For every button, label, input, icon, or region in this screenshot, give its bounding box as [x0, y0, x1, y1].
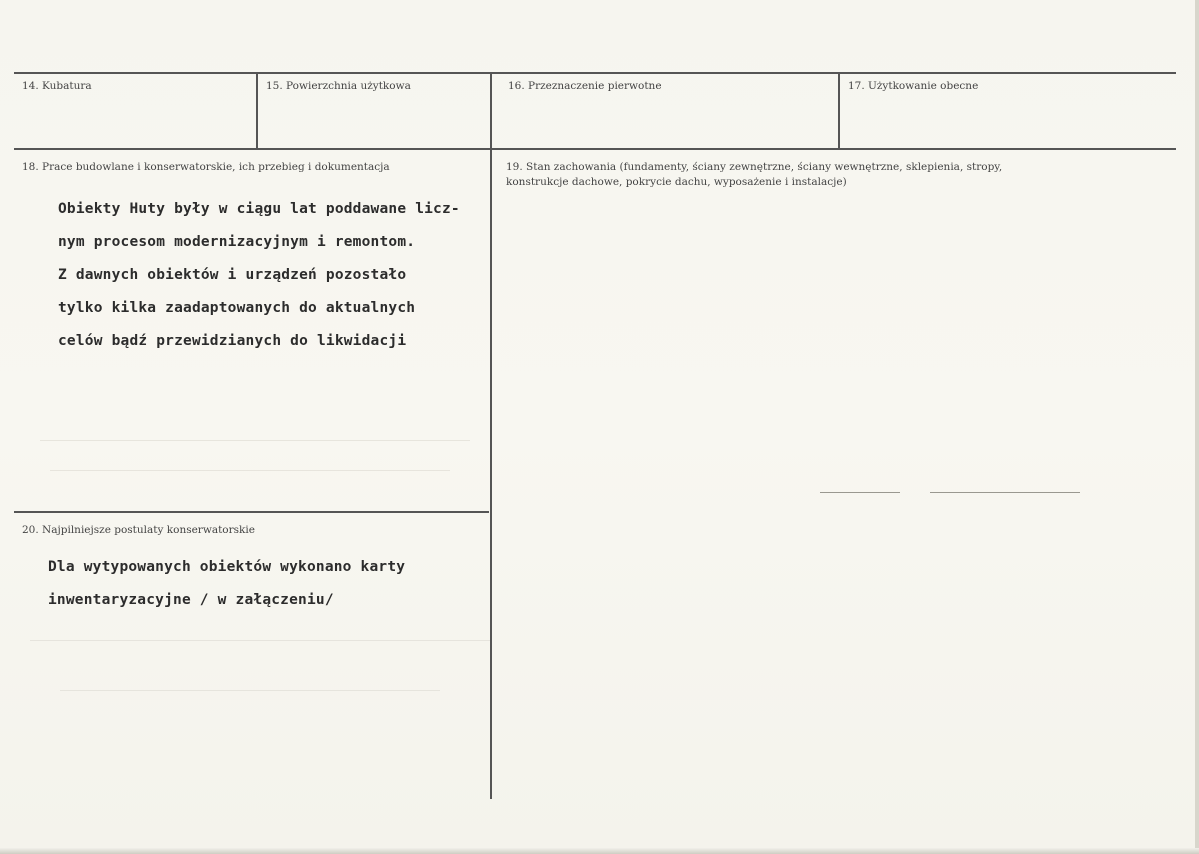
field-label-uzytkowanie: 17. Użytkowanie obecne — [848, 80, 979, 92]
column-divider — [490, 72, 492, 799]
section-rule — [14, 511, 489, 513]
field-label-prace-budowlane: 18. Prace budowlane i konserwatorskie, ich przebieg i dokumentacja — [22, 161, 390, 173]
show-through — [60, 690, 440, 691]
typed-text-prace-budowlane — [58, 193, 460, 358]
show-through — [30, 640, 490, 641]
field-label-stan-zachowania: 19. Stan zachowania (fundamenty, ściany zewnętrzne, ściany wewnętrzne, sklepienia, stropy, — [506, 161, 1003, 173]
paper-edge — [1195, 0, 1199, 854]
typed-line: tylko kilka zaadaptowanych do aktualnych — [58, 300, 416, 316]
field-label-kubatura: 14. Kubatura — [22, 80, 92, 92]
scan-mark — [820, 492, 900, 493]
scan-mark — [930, 492, 1080, 493]
field-label-stan-zachowania-cont: konstrukcje dachowe, pokrycie dachu, wyposażenie i instalacje) — [506, 176, 847, 188]
row-rule — [14, 148, 1176, 150]
typed-line: Obiekty Huty były w ciągu lat poddawane licz- — [58, 201, 460, 217]
field-label-przeznaczenie: 16. Przeznaczenie pierwotne — [508, 80, 662, 92]
column-divider — [256, 72, 258, 148]
show-through — [50, 470, 450, 471]
field-label-powierzchnia: 15. Powierzchnia użytkowa — [266, 80, 411, 92]
typed-text-postulaty — [48, 551, 405, 617]
paper-edge — [0, 848, 1199, 854]
column-divider — [838, 72, 840, 148]
typed-line: nym procesom modernizacyjnym i remontom. — [58, 234, 416, 250]
typed-line: Z dawnych obiektów i urządzeń pozostało — [58, 267, 407, 283]
top-rule — [14, 72, 1176, 74]
show-through — [40, 440, 470, 441]
typed-line: Dla wytypowanych obiektów wykonano karty — [48, 559, 406, 575]
typed-line: inwentaryzacyjne / w załączeniu/ — [48, 592, 334, 608]
typed-line: celów bądź przewidzianych do likwidacji — [58, 333, 407, 349]
field-label-postulaty: 20. Najpilniejsze postulaty konserwatorskie — [22, 524, 255, 536]
